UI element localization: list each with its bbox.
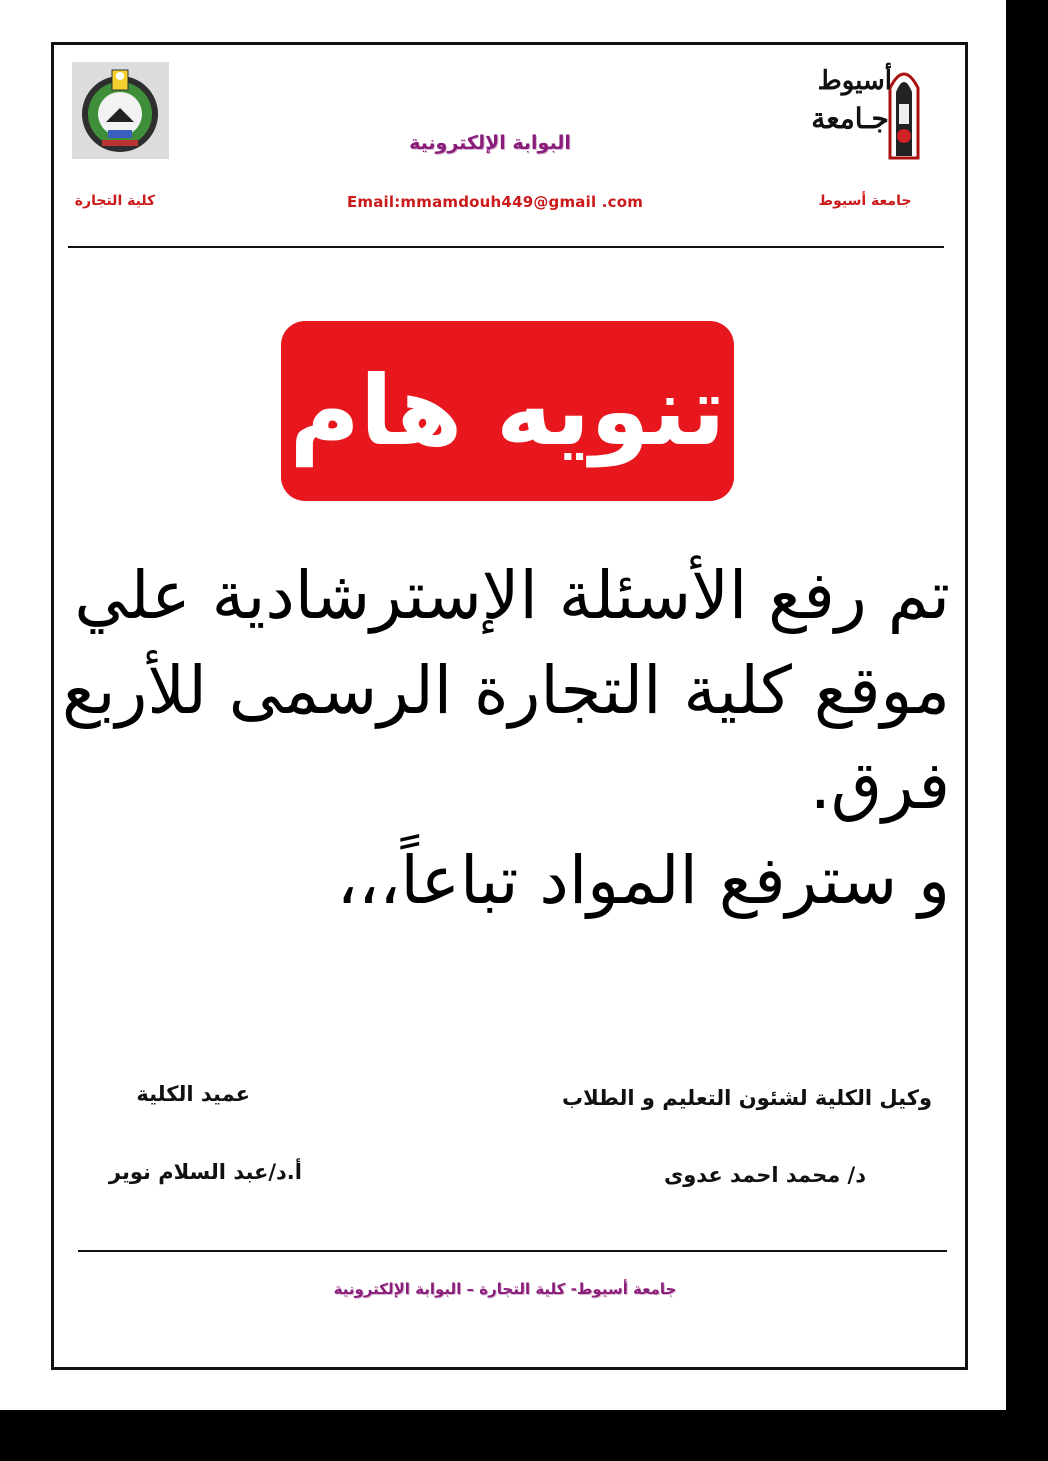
vice-dean-title: وكيل الكلية لشئون التعليم و الطلاب: [562, 1086, 932, 1110]
university-logo-text-bottom: جـامعة: [811, 102, 889, 135]
announcement-line: تم رفع الأسئلة الإسترشادية علي: [74, 557, 950, 634]
university-label: جامعة أسيوط: [818, 193, 912, 209]
announcement-line: موقع كلية التجارة الرسمى للأربع: [62, 652, 950, 729]
announcement-line: فرق.: [809, 747, 950, 824]
footer-divider: [78, 1250, 947, 1252]
vice-dean-name: د/ محمد احمد عدوى: [663, 1163, 866, 1187]
portal-title: البوابة الإلكترونية: [409, 132, 571, 154]
university-emblem-icon: [800, 58, 930, 160]
notice-badge-text: تنويه هام: [289, 355, 726, 467]
dean-title: عميد الكلية: [136, 1082, 250, 1106]
contact-email: Email:mmamdouh449@gmail .com: [346, 193, 644, 211]
university-logo-text-top: أسيوط: [817, 66, 892, 96]
header-divider: [68, 246, 944, 248]
announcement-body: [62, 548, 950, 928]
important-notice-badge: [281, 321, 734, 501]
footer-text: جامعة أسيوط- كلية التجارة – البوابة الإلكترونية: [333, 1280, 677, 1298]
faculty-emblem-icon: [72, 62, 169, 159]
faculty-label: كلية التجارة: [74, 193, 156, 209]
dean-name: أ.د/عبد السلام نوير: [108, 1160, 302, 1184]
announcement-line: و سترفع المواد تباعاً،،،: [336, 842, 950, 919]
